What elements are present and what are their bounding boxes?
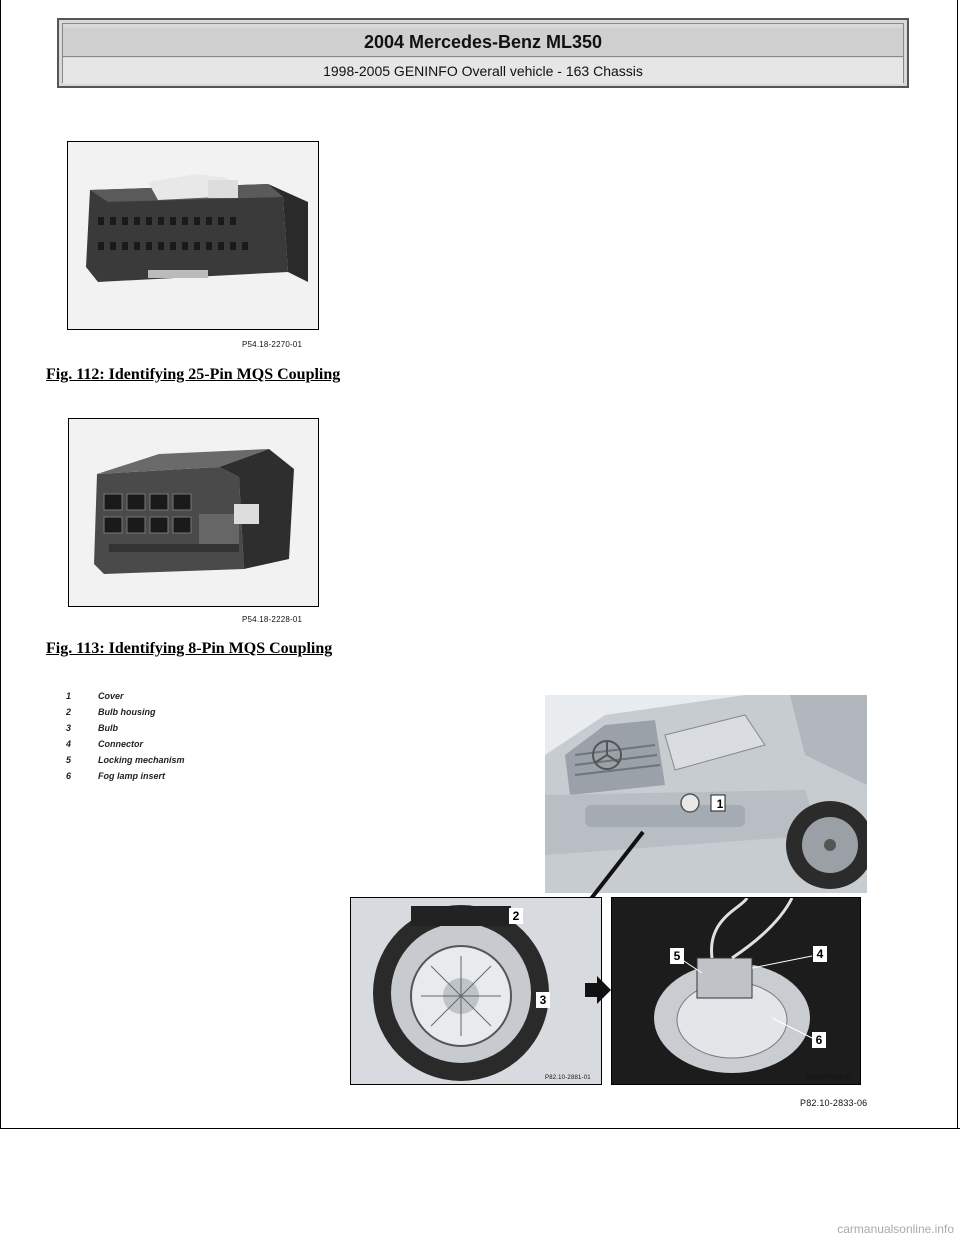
sub-figure-left-code: P82.10-2881-01 — [545, 1075, 591, 1081]
figure-113-code: P54.18-2228-01 — [242, 615, 303, 624]
connector-8pin-illustration — [69, 419, 318, 606]
figure-113-caption: Fig. 113: Identifying 8-Pin MQS Coupling — [46, 640, 333, 657]
fog-lamp-insert-photo — [611, 897, 861, 1085]
arrow-right-icon — [585, 976, 611, 1004]
fog-lamp-figure-code: P82.10-2833-06 — [800, 1098, 868, 1108]
legend-item: 4 Connector — [66, 739, 143, 749]
callout-6: 6 — [812, 1032, 826, 1048]
page-header — [57, 18, 909, 88]
connector-25pin-illustration — [68, 142, 318, 329]
callout-4: 4 — [813, 946, 827, 962]
figure-112-caption: Fig. 112: Identifying 25-Pin MQS Coupling — [46, 366, 341, 383]
callout-5: 5 — [670, 948, 684, 964]
figure-112-code: P54.18-2270-01 — [242, 340, 303, 349]
site-watermark: carmanualsonline.info — [837, 1222, 954, 1236]
document-title: 2004 Mercedes-Benz ML350 — [63, 28, 903, 57]
bulb-housing-photo — [350, 897, 602, 1085]
page-bottom-rule — [0, 1128, 960, 1129]
figure-112-image — [67, 141, 319, 330]
legend-item: 3 Bulb — [66, 723, 118, 733]
figure-113-image — [68, 418, 319, 607]
callout-2: 2 — [509, 908, 523, 924]
callout-1: 1 — [716, 797, 724, 811]
callout-3: 3 — [536, 992, 550, 1008]
legend-item: 2 Bulb housing — [66, 707, 156, 717]
legend-item: 5 Locking mechanism — [66, 755, 185, 765]
fog-lamp-legend — [66, 688, 286, 784]
document-subtitle: 1998-2005 GENINFO Overall vehicle - 163 Chassis — [63, 58, 903, 84]
legend-item: 6 Fog lamp insert — [66, 771, 166, 781]
legend-item: 1 Cover — [66, 691, 124, 701]
sub-figure-right-code: P82.10-2882-01 — [806, 1075, 852, 1081]
